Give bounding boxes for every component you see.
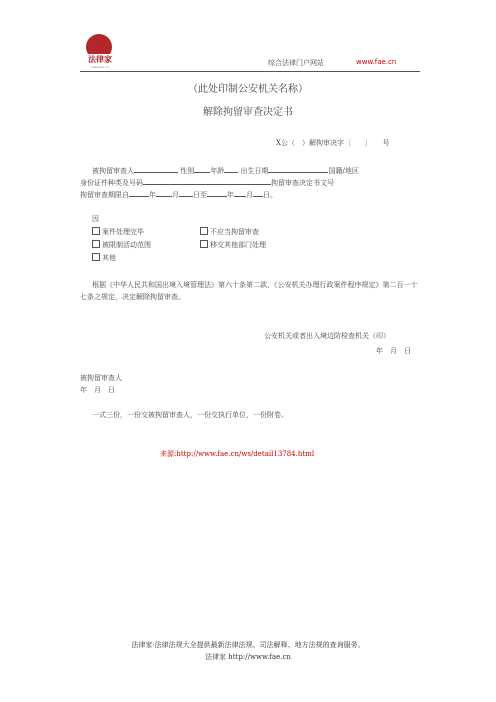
to-month-label: 月	[246, 191, 253, 199]
reason-label: 因	[92, 215, 99, 223]
option-should-not-detain[interactable]	[200, 227, 259, 237]
option-label: 被限制活动范围	[102, 241, 151, 249]
header-divider	[80, 71, 420, 72]
footer-site-link[interactable]: 法律家 http://www.fae.cn	[205, 653, 291, 661]
detainee-name-blank[interactable]	[134, 164, 178, 173]
option-label: 案件处理完毕	[102, 228, 144, 236]
to-month-blank[interactable]	[234, 188, 246, 197]
birthdate-label: 出生日期	[240, 167, 269, 175]
period-from-label: 拘留审查期限自	[80, 191, 129, 199]
logo-subtext: www.fae.cn	[91, 65, 109, 69]
from-month-label: 月	[172, 191, 179, 199]
from-day-blank[interactable]	[179, 188, 193, 197]
document-title: 解除拘留审查决定书	[203, 107, 293, 118]
gender-blank[interactable]	[194, 164, 210, 173]
checkbox[interactable]	[92, 253, 100, 261]
site-logo[interactable]	[80, 34, 120, 70]
option-case-closed[interactable]	[92, 227, 144, 237]
gender-label: 性别	[180, 167, 195, 175]
option-restricted-area[interactable]	[92, 240, 151, 250]
from-day-to-label: 日至	[193, 191, 207, 199]
to-day-blank[interactable]	[253, 188, 263, 197]
option-label: 移交其他部门处理	[210, 241, 266, 249]
checkbox[interactable]	[92, 227, 100, 235]
stamp-note: （此处印制公安机关名称）	[188, 84, 308, 95]
age-label: 年龄	[210, 167, 225, 175]
checkbox[interactable]	[92, 240, 100, 248]
decision-number-label: 拘留审查决定书文号	[271, 179, 334, 187]
option-label: 不应当拘留审查	[210, 228, 259, 236]
option-other[interactable]	[92, 253, 116, 263]
copies-note: 一式三份，一份交被拘留审查人，一份交执行单位，一份附卷。	[92, 411, 288, 419]
from-year-blank[interactable]	[129, 188, 149, 197]
option-transfer[interactable]	[200, 240, 266, 250]
nationality-label: 国籍/地区	[328, 167, 359, 175]
issuing-authority: 公安机关或者出入境边防检查机关（印）	[264, 332, 390, 340]
portal-url-link[interactable]: www.fae.cn	[356, 58, 397, 66]
portal-label: 综合法律门户网站	[268, 59, 324, 67]
id-type-label: 身份证件种类及号码	[80, 179, 143, 187]
to-year-label: 年	[227, 191, 234, 199]
recipient-date: 年 月 日	[80, 386, 115, 394]
logo-text: 法律家	[80, 54, 120, 65]
option-label: 其他	[102, 254, 116, 262]
legal-basis-paragraph: 根据《中华人民共和国出境入境管理法》第六十条第二款、《公安机关办理行政案件程序规定》第二百一十七条之规定，决定解除拘留审查。	[80, 281, 418, 301]
to-year-blank[interactable]	[207, 188, 227, 197]
id-number-blank[interactable]	[143, 176, 271, 185]
checkbox[interactable]	[200, 240, 208, 248]
checkbox[interactable]	[200, 227, 208, 235]
detainee-label: 被拘留审查人	[92, 167, 134, 175]
from-year-label: 年	[149, 191, 156, 199]
to-day-label: 日。	[263, 191, 277, 199]
age-blank[interactable]	[224, 164, 238, 173]
from-month-blank[interactable]	[156, 188, 172, 197]
detention-period-line	[80, 188, 277, 200]
footer-description: 法律家·法律法规大全提供最新法律法规、司法解释、地方法规的查询服务。	[131, 641, 365, 649]
detainee-info-line	[92, 164, 359, 176]
source-link[interactable]: 来源:http://www.fae.cn/ws/detail13784.html	[160, 450, 315, 458]
recipient-label: 被拘留审查人	[80, 374, 122, 382]
document-number: X公（ ）解拘审决字〔 〕 号	[276, 139, 390, 147]
issuing-date: 年 月 日	[376, 347, 411, 355]
birthdate-blank[interactable]	[268, 164, 328, 173]
id-info-line	[80, 176, 334, 188]
